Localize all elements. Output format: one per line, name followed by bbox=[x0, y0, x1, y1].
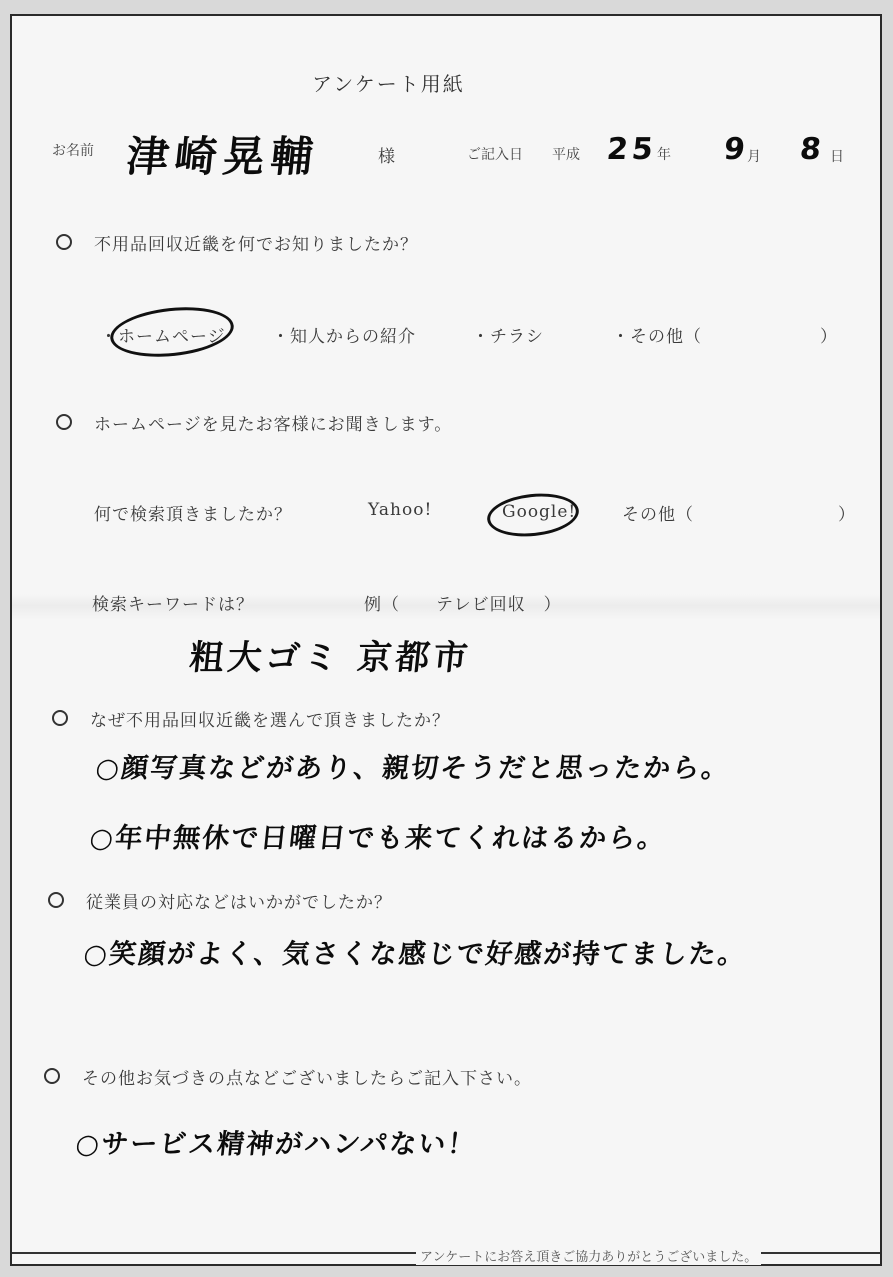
era-label: 平成 bbox=[552, 147, 580, 163]
name-label: お名前 bbox=[52, 143, 94, 159]
q3-answer-2: ○年中無休で日曜日でも来てくれはるから。 bbox=[88, 823, 668, 854]
engine-yahoo[interactable]: Yahoo! bbox=[368, 500, 433, 520]
q2-search-question: 何で検索頂きましたか？ bbox=[94, 505, 292, 525]
day-unit: 日 bbox=[830, 149, 844, 165]
engine-google[interactable]: Google! bbox=[502, 502, 577, 522]
q5-question: その他お気づきの点などございましたらご記入下さい。 bbox=[82, 1069, 532, 1089]
questionnaire-sheet bbox=[10, 14, 882, 1266]
keyword-answer: 粗大ゴミ 京都市 bbox=[187, 638, 474, 678]
q1-option-referral[interactable]: ・知人からの紹介 bbox=[272, 327, 416, 347]
q4-answer: ○笑顔がよく、気さくな感じで好感が持てました。 bbox=[82, 939, 749, 970]
q2-selected-circle bbox=[485, 489, 581, 540]
form-title: アンケート用紙 bbox=[312, 72, 465, 96]
date-label: ご記入日 bbox=[467, 147, 523, 163]
month-unit: 月 bbox=[747, 149, 761, 165]
engine-other-close: ） bbox=[838, 505, 856, 525]
q3-bullet bbox=[52, 710, 68, 730]
q5-answer: ○サービス精神がハンパない！ bbox=[74, 1129, 478, 1160]
engine-other[interactable]: その他（ bbox=[622, 505, 694, 525]
q1-option-other[interactable]: ・その他（ bbox=[612, 327, 702, 347]
keyword-question: 検索キーワードは？ bbox=[92, 595, 254, 615]
q1-option-homepage[interactable]: ・ホームページ bbox=[100, 327, 226, 347]
q5-bullet bbox=[44, 1068, 60, 1088]
q2-question: ホームページを見たお客様にお聞きします。 bbox=[94, 415, 453, 435]
q4-bullet bbox=[48, 892, 64, 912]
q1-question: 不用品回収近畿を何でお知りましたか？ bbox=[94, 235, 418, 255]
q2-bullet bbox=[56, 414, 72, 434]
q1-bullet bbox=[56, 234, 72, 254]
q1-selected-circle bbox=[108, 302, 236, 363]
honorific: 様 bbox=[378, 147, 396, 167]
q3-question: なぜ不用品回収近畿を選んで頂きましたか？ bbox=[90, 711, 450, 731]
month-value: 9 bbox=[722, 132, 751, 167]
q1-option-flyer[interactable]: ・チラシ bbox=[472, 327, 544, 347]
year-unit: 年 bbox=[657, 147, 671, 163]
q1-option-other-close: ） bbox=[820, 327, 838, 347]
name-value: 津崎晃輔 bbox=[124, 132, 322, 181]
year-value: 25 bbox=[605, 132, 659, 167]
keyword-example: 例（ テレビ回収 ） bbox=[364, 595, 562, 615]
day-value: 8 bbox=[798, 132, 827, 167]
q4-question: 従業員の対応などはいかがでしたか？ bbox=[86, 893, 392, 913]
q3-answer-1: ○顔写真などがあり、親切そうだと思ったから。 bbox=[94, 753, 732, 784]
footer-thanks: アンケートにお答え頂きご協力ありがとうございました。 bbox=[416, 1246, 761, 1265]
